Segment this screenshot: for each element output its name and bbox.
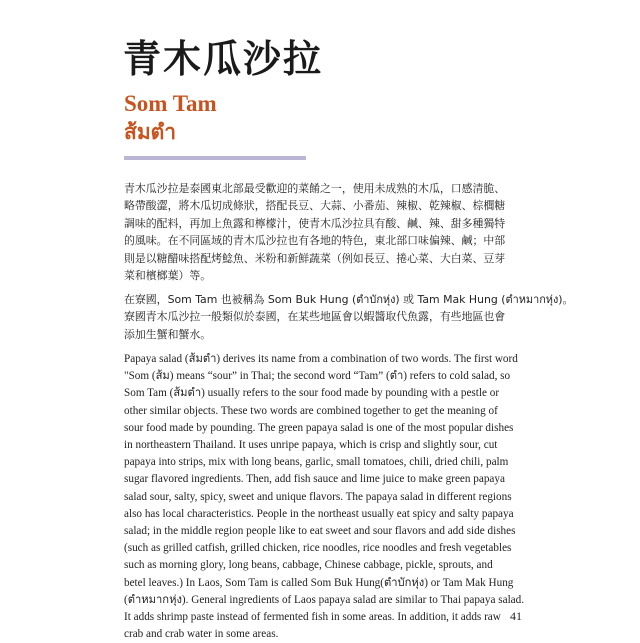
text-line: 在寮國，Som Tam 也被稱為 Som Buk Hung (ตำบักหุ่ง) 或 Tam Mak Hung (ตำหมากหุ่ง)。: [124, 293, 574, 306]
text-line: 調味的配料，再加上魚露和檸檬汁，使青木瓜沙拉具有酸、鹹、辣、甜多種獨特: [124, 216, 506, 230]
text-line: 菜和檳榔葉）等。: [124, 269, 212, 283]
english-paragraph: [124, 351, 524, 643]
text-line: sour food made by pounding. The green papaya salad is one of the most popular dishes: [124, 421, 514, 434]
text-line: such as morning glory, long beans, cabbage, Chinese cabbage, pickle, sprouts, and: [124, 559, 493, 572]
english-subtitle: Som Tam: [124, 91, 217, 116]
text-line: (such as grilled catfish, grilled chicken, rice noodles, rice noodles and fresh vegetables: [124, 542, 512, 555]
text-line: 寮國青木瓜沙拉一般類似於泰國，在某些地區會以蝦醬取代魚露，有些地區也會: [124, 310, 506, 324]
text-line: in northeastern Thailand. It uses unripe papaya, which is crisp and slightly sour, cut: [124, 439, 498, 452]
text-line: "Som (ส้ม) means “sour” in Thai; the second word “Tam” (ตำ) refers to cold salad, so: [124, 370, 511, 383]
page-title: 青木瓜沙拉: [123, 37, 324, 81]
text-line: 略帶酸澀，將木瓜切成條狀，搭配長豆、大蒜、小番茄、辣椒、乾辣椒、棕櫚糖: [124, 199, 506, 213]
text-line: 則是以糖醋味搭配烤鯰魚、米粉和新鮮蔬菜（例如長豆、捲心菜、大白菜、豆芽: [124, 251, 506, 265]
text-line: salad; in the middle region people like to eat sweet and sour flavors and add side dishes: [124, 525, 516, 538]
text-line: salad sour, salty, spicy, sweet and unique flavors. The papaya salad in different regions: [124, 490, 512, 503]
title-divider: [124, 156, 306, 160]
text-line: other similar objects. These two words are combined together to get the meaning of: [124, 404, 498, 417]
text-line: It adds shrimp paste instead of fermented fish in some areas. In addition, it adds raw: [124, 611, 501, 624]
text-line: sugar flavored ingredients. Then, add fish sauce and lime juice to make green papaya: [124, 473, 505, 486]
text-line: crab and crab water in some areas.: [124, 628, 279, 641]
page-number: 41: [510, 609, 522, 623]
text-line: Papaya salad (ส้มตำ) derives its name from a combination of two words. The first word: [124, 353, 518, 365]
text-line: Som Tam (ส้มตำ) usually refers to the sour food made by pounding with a pestle or: [124, 387, 500, 400]
text-line: betel leaves.) In Laos, Som Tam is called Som Buk Hung(ตำบักหุ่ง) or Tam Mak Hung: [124, 576, 514, 589]
text-line: also has local characteristics. People in the northeast usually eat spicy and salty papaya: [124, 507, 514, 520]
chinese-paragraph-1: [124, 180, 516, 284]
text-line: (ตำหมากหุ่ง). General ingredients of Laos papaya salad are similar to Thai papaya salad.: [124, 593, 525, 606]
chinese-paragraph-2: [124, 291, 574, 343]
text-line: 的風味。在不同區域的青木瓜沙拉也有各地的特色，東北部口味偏辣、鹹；中部: [124, 234, 506, 248]
thai-subtitle: ส้มตำ: [124, 120, 177, 144]
text-line: 添加生蟹和蟹水。: [124, 327, 212, 341]
text-line: papaya into strips, mix with long beans, garlic, small tomatoes, chili, dried chili, palm: [124, 456, 509, 469]
text-line: 青木瓜沙拉是泰國東北部最受歡迎的菜餚之一，使用未成熟的木瓜，口感清脆、: [124, 182, 506, 195]
